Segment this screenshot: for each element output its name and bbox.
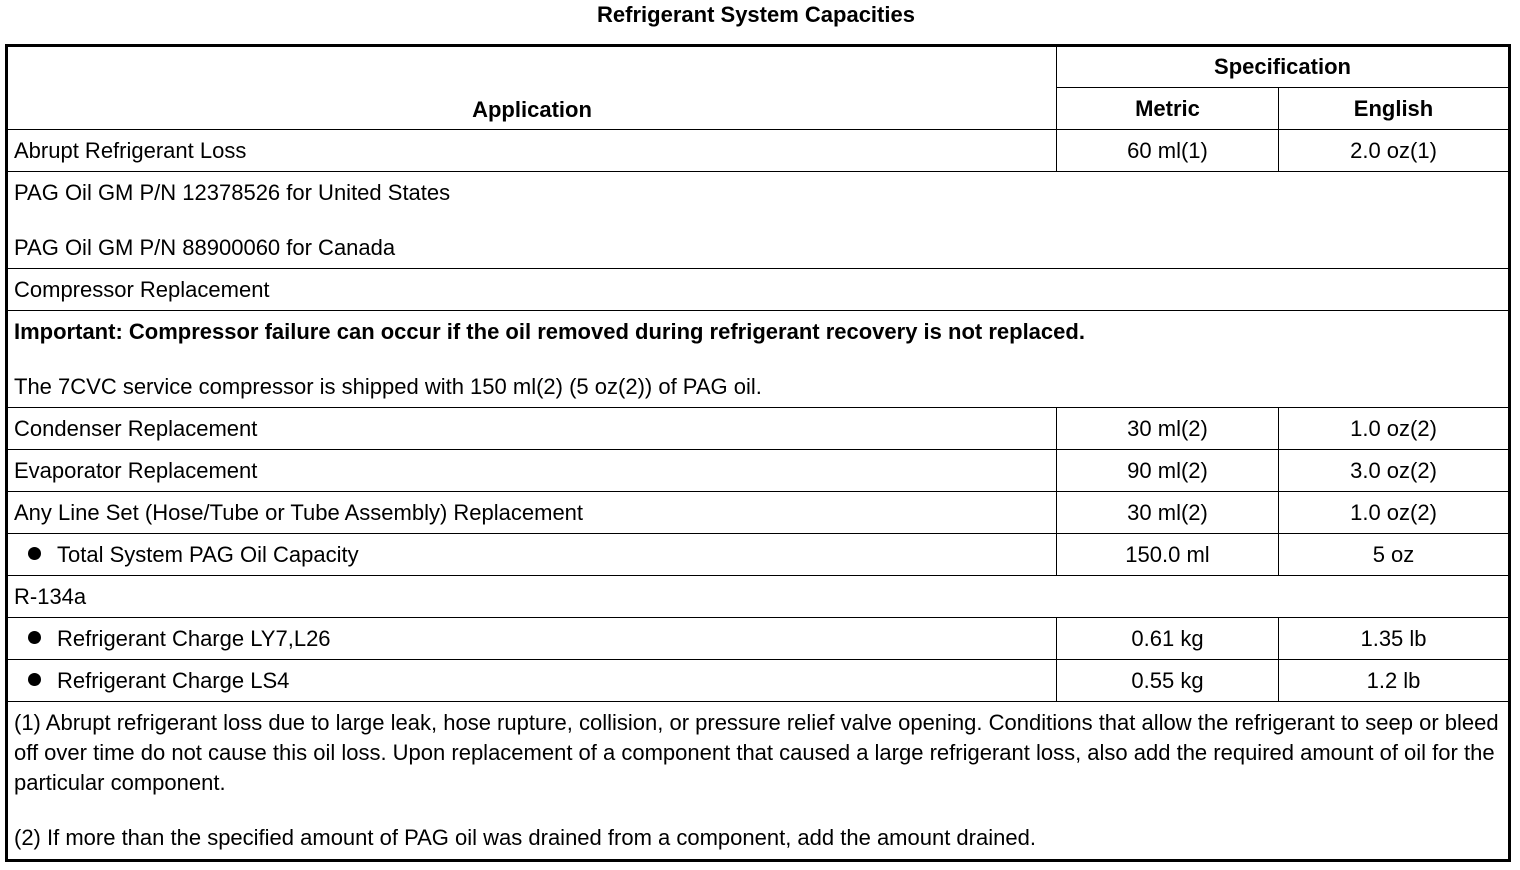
row-label: Refrigerant Charge LS4: [57, 667, 290, 693]
table-row: [7, 618, 1510, 660]
table-row: [7, 534, 1510, 576]
table-row: [7, 408, 1510, 450]
table-row: [7, 172, 1510, 269]
row-label: Evaporator Replacement: [7, 450, 1057, 492]
metric-value: 0.55 kg: [1057, 660, 1279, 702]
row-label: Abrupt Refrigerant Loss: [7, 130, 1057, 172]
metric-header: Metric: [1057, 88, 1279, 130]
row-label: Total System PAG Oil Capacity: [57, 541, 359, 567]
metric-value: 60 ml(1): [1057, 130, 1279, 172]
table-row: [7, 702, 1510, 861]
bullet-row-label: [7, 660, 1057, 702]
row-label: Refrigerant Charge LY7,L26: [57, 625, 331, 651]
specification-header: Specification: [1057, 46, 1510, 88]
footnotes-cell: [7, 702, 1510, 861]
english-value: 5 oz: [1279, 534, 1510, 576]
table-row: [7, 269, 1510, 311]
english-value: 1.2 lb: [1279, 660, 1510, 702]
english-value: 1.0 oz(2): [1279, 492, 1510, 534]
english-value: 3.0 oz(2): [1279, 450, 1510, 492]
r134a-heading: R-134a: [7, 576, 1510, 618]
table-row: [7, 450, 1510, 492]
footnote-2: (2) If more than the specified amount of PAG oil was drained from a component, add the amount drained.: [14, 825, 1036, 850]
metric-value: 30 ml(2): [1057, 492, 1279, 534]
bullet-icon: [28, 673, 41, 686]
application-header: Application: [7, 46, 1057, 130]
pag-oil-ca-text: PAG Oil GM P/N 88900060 for Canada: [14, 234, 396, 260]
english-value: 1.35 lb: [1279, 618, 1510, 660]
compressor-note-cell: [7, 311, 1510, 408]
row-label: Condenser Replacement: [7, 408, 1057, 450]
pag-oil-us-text: PAG Oil GM P/N 12378526 for United States: [14, 179, 451, 205]
metric-value: 30 ml(2): [1057, 408, 1279, 450]
header-row-1: [7, 46, 1510, 88]
bullet-icon: [28, 547, 41, 560]
table-row: [7, 660, 1510, 702]
document-title: Refrigerant System Capacities: [597, 2, 915, 27]
row-label: Any Line Set (Hose/Tube or Tube Assembly) Replacement: [7, 492, 1057, 534]
english-value: 1.0 oz(2): [1279, 408, 1510, 450]
bullet-row-label: [7, 618, 1057, 660]
table-row: [7, 311, 1510, 408]
table-row: [7, 130, 1510, 172]
footnote-1: (1) Abrupt refrigerant loss due to large leak, hose rupture, collision, or pressure relief valve opening. Conditions that allow the refrigerant to seep or bleed off over time do not cause this oil loss. Upon replacement of a component that caused a large refrigerant loss, also add the required amount of oil for the particular component.: [14, 710, 1499, 795]
table-row: [7, 576, 1510, 618]
capacities-table: [5, 44, 1511, 862]
metric-value: 0.61 kg: [1057, 618, 1279, 660]
metric-value: 150.0 ml: [1057, 534, 1279, 576]
bullet-icon: [28, 631, 41, 644]
table-row: [7, 492, 1510, 534]
metric-value: 90 ml(2): [1057, 450, 1279, 492]
shipped-note: The 7CVC service compressor is shipped with 150 ml(2) (5 oz(2)) of PAG oil.: [14, 373, 762, 399]
english-header: English: [1279, 88, 1510, 130]
english-value: 2.0 oz(1): [1279, 130, 1510, 172]
compressor-heading: Compressor Replacement: [7, 269, 1510, 311]
important-note: Important: Compressor failure can occur if the oil removed during refrigerant recovery is not replaced.: [14, 318, 1085, 344]
bullet-row-label: [7, 534, 1057, 576]
pag-oil-cell: [7, 172, 1510, 269]
